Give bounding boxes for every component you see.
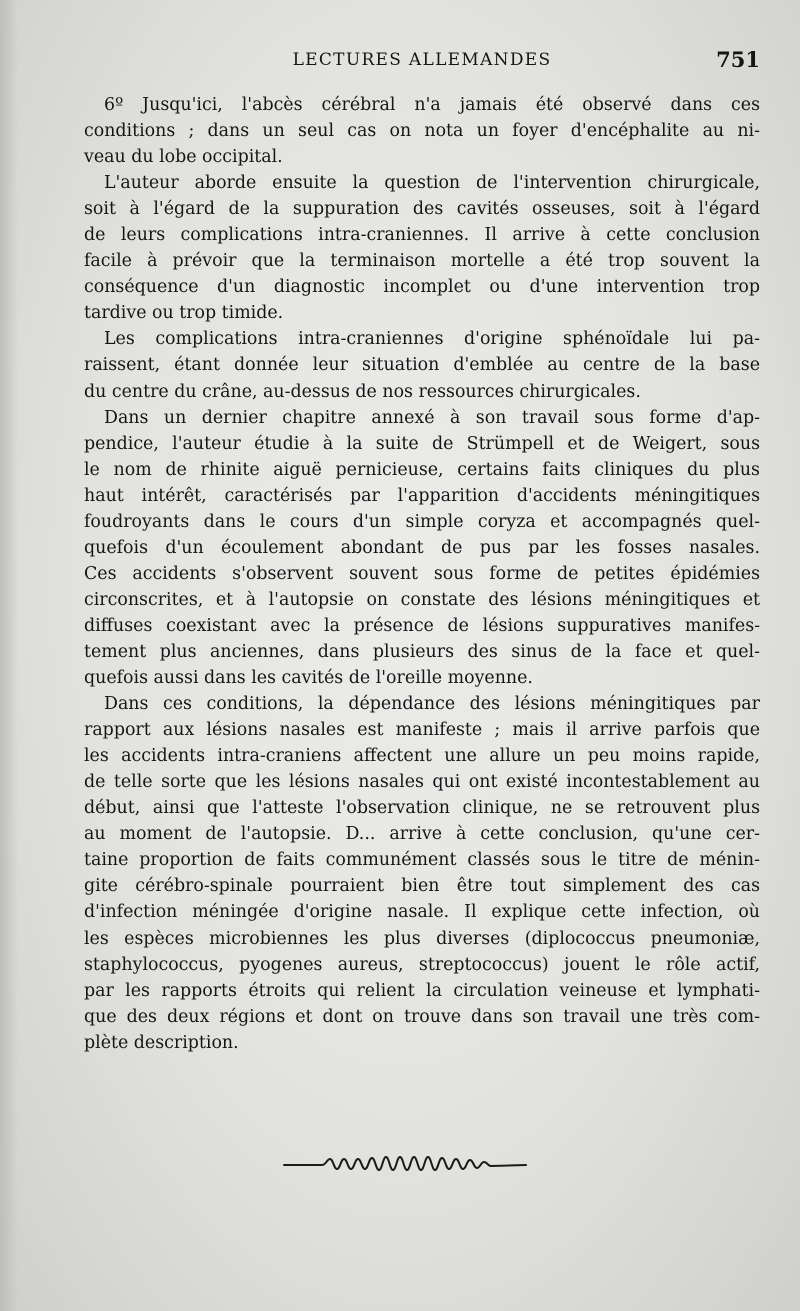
text-line: soit à l'égard de la suppuration des cavités osseuses, soit à l'égard bbox=[84, 199, 760, 220]
text-line: tardive ou trop timide. bbox=[84, 303, 284, 324]
text-line: pendice, l'auteur étudie à la suite de Strümpell et de Weigert, sous bbox=[84, 433, 760, 454]
text-line: que des deux régions et dont on trouve dans son travail une très com- bbox=[84, 1006, 760, 1027]
spine-shadow bbox=[0, 0, 18, 1311]
text-line: conditions ; dans un seul cas on nota un foyer d'encéphalite au ni- bbox=[84, 121, 760, 142]
text-line: gite cérébro-spinale pourraient bien être tout simplement des cas bbox=[84, 876, 760, 897]
body-text bbox=[84, 92, 760, 1056]
text-line: 6º Jusqu'ici, l'abcès cérébral n'a jamais été observé dans ces bbox=[104, 95, 760, 115]
text-line: staphylococcus, pyogenes aureus, streptococcus) jouent le rôle actif, bbox=[84, 954, 760, 975]
wavy-line-ornament-icon bbox=[282, 1152, 528, 1174]
text-line: les accidents intra-craniens affectent une allure un peu moins rapide, bbox=[84, 746, 760, 767]
text-line: Dans ces conditions, la dépendance des lésions méningitiques par bbox=[104, 694, 760, 715]
text-line: du centre du crâne, au-dessus de nos ressources chirurgicales. bbox=[84, 381, 641, 402]
text-line: par les rapports étroits qui relient la circulation veineuse et lymphati- bbox=[84, 980, 760, 1001]
page-number: 751 bbox=[716, 47, 760, 72]
text-line: plète description. bbox=[84, 1032, 239, 1053]
text-line: foudroyants dans le cours d'un simple coryza et accompagnés quel- bbox=[84, 511, 760, 532]
text-line: les espèces microbiennes les plus diverses (diplococcus pneumoniæ, bbox=[84, 928, 760, 949]
text-line: conséquence d'un diagnostic incomplet ou d'une intervention trop bbox=[84, 277, 760, 298]
text-line: début, ainsi que l'atteste l'observation clinique, ne se retrouvent plus bbox=[84, 798, 760, 819]
text-line: haut intérêt, caractérisés par l'apparition d'accidents méningitiques bbox=[84, 485, 760, 506]
text-line: au moment de l'autopsie. D... arrive à cette conclusion, qu'une cer- bbox=[84, 824, 760, 845]
text-line: veau du lobe occipital. bbox=[84, 147, 283, 168]
running-title: LECTURES ALLEMANDES bbox=[292, 50, 552, 70]
text-line: raissent, étant donnée leur situation d'emblée au centre de la base bbox=[84, 355, 760, 376]
text-line: quefois aussi dans les cavités de l'oreille moyenne. bbox=[84, 668, 533, 689]
text-line: L'auteur aborde ensuite la question de l'intervention chirurgicale, bbox=[104, 173, 760, 194]
page-header bbox=[84, 44, 760, 76]
text-line: tement plus anciennes, dans plusieurs des sinus de la face et quel- bbox=[84, 641, 760, 662]
text-line: Ces accidents s'observent souvent sous forme de petites épidémies bbox=[84, 563, 760, 584]
text-line: facile à prévoir que la terminaison mortelle a été trop souvent la bbox=[84, 251, 760, 272]
text-line: de leurs complications intra-craniennes. Il arrive à cette conclusion bbox=[84, 225, 760, 246]
text-line: d'infection méningée d'origine nasale. Il explique cette infection, où bbox=[84, 902, 760, 923]
text-line: de telle sorte que les lésions nasales qui ont existé incontestablement au bbox=[84, 772, 760, 793]
text-line: quefois d'un écoulement abondant de pus par les fosses nasales. bbox=[84, 537, 760, 558]
text-line: circonscrites, et à l'autopsie on constate des lésions méningitiques et bbox=[84, 589, 760, 610]
text-line: le nom de rhinite aiguë pernicieuse, certains faits cliniques du plus bbox=[84, 459, 760, 480]
text-line: diffuses coexistant avec la présence de lésions suppuratives manifes- bbox=[84, 615, 760, 636]
text-line: Les complications intra-craniennes d'origine sphénoïdale lui pa- bbox=[104, 329, 760, 350]
text-line: rapport aux lésions nasales est manifeste ; mais il arrive parfois que bbox=[84, 720, 760, 741]
text-line: Dans un dernier chapitre annexé à son travail sous forme d'ap- bbox=[104, 407, 760, 428]
text-line: taine proportion de faits communément classés sous le titre de ménin- bbox=[84, 850, 760, 871]
